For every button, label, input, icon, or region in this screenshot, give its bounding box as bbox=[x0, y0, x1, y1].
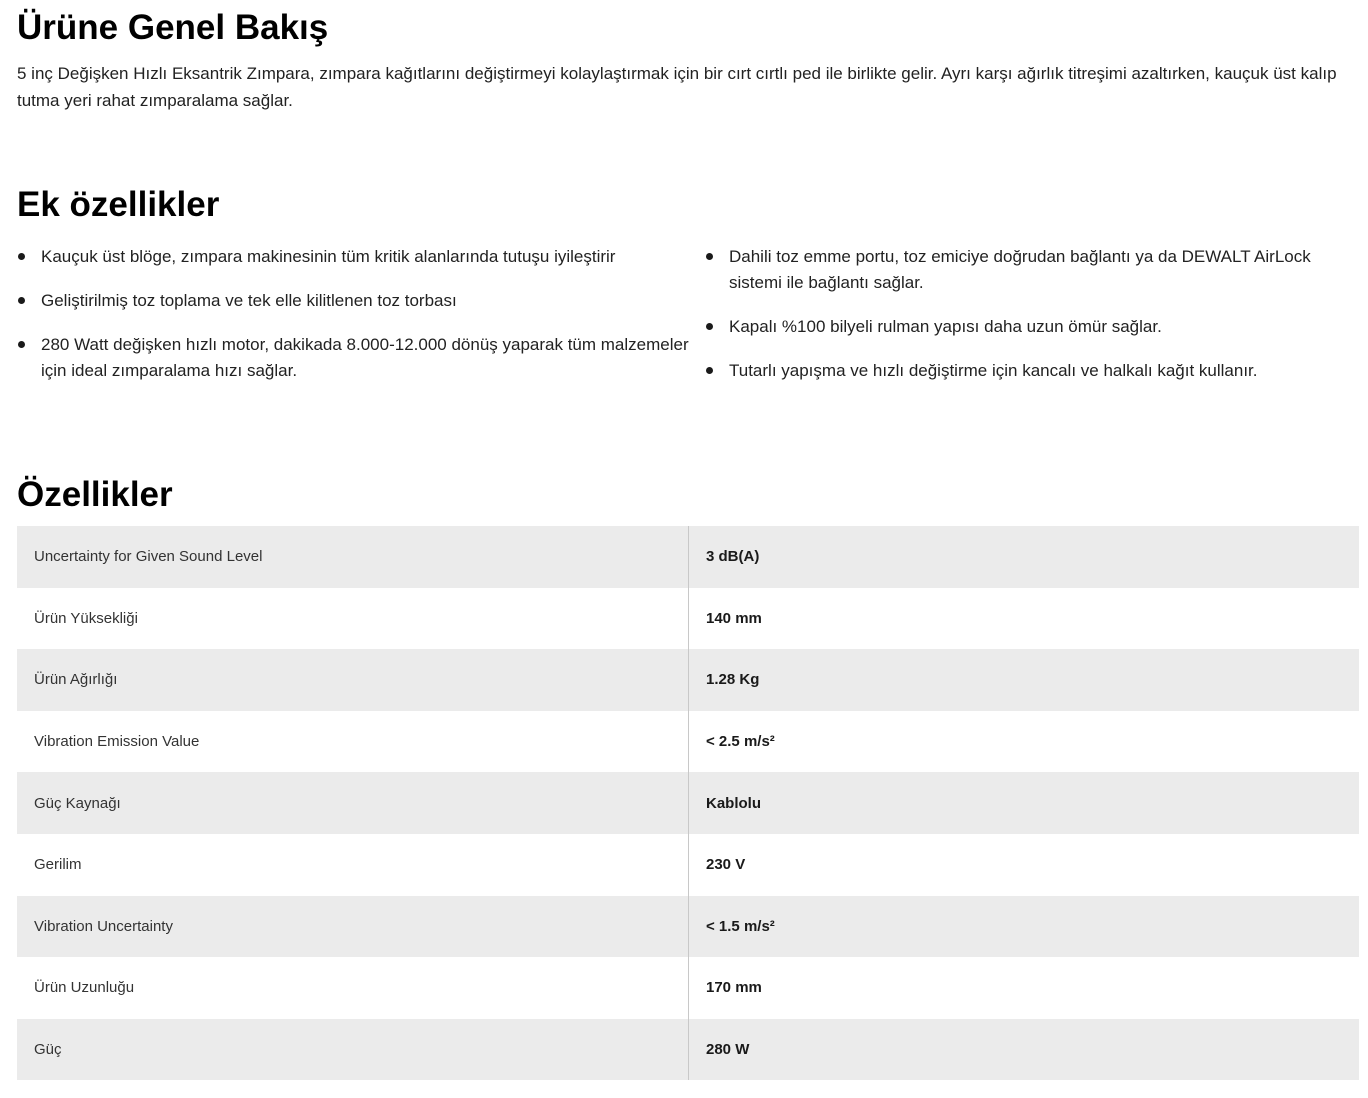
spec-label: Ürün Ağırlığı bbox=[17, 649, 689, 711]
feature-item: Kauçuk üst blöge, zımpara makinesinin tüm kritik alanlarında tutuşu iyileştirir bbox=[17, 244, 705, 270]
table-row bbox=[17, 711, 1359, 773]
spec-value: Kablolu bbox=[689, 772, 1360, 834]
feature-item: Kapalı %100 bilyeli rulman yapısı daha uzun ömür sağlar. bbox=[705, 314, 1345, 340]
spec-label: Ürün Uzunluğu bbox=[17, 957, 689, 1019]
overview-title: Ürüne Genel Bakış bbox=[17, 8, 329, 47]
features-list bbox=[17, 244, 1359, 402]
features-title: Ek özellikler bbox=[17, 185, 220, 224]
feature-item: Tutarlı yapışma ve hızlı değiştirme için kancalı ve halkalı kağıt kullanır. bbox=[705, 358, 1345, 384]
feature-item: 280 Watt değişken hızlı motor, dakikada 8.000-12.000 dönüş yaparak tüm malzemeler için ideal zımparalama hızı sağlar. bbox=[17, 332, 705, 384]
spec-label: Gerilim bbox=[17, 834, 689, 896]
feature-item: Dahili toz emme portu, toz emiciye doğrudan bağlantı ya da DEWALT AirLock sistemi ile bağlantı sağlar. bbox=[705, 244, 1345, 296]
specs-title: Özellikler bbox=[17, 475, 173, 514]
spec-value: 1.28 Kg bbox=[689, 649, 1360, 711]
specs-table bbox=[17, 526, 1359, 1080]
spec-label: Uncertainty for Given Sound Level bbox=[17, 526, 689, 588]
overview-text: 5 inç Değişken Hızlı Eksantrik Zımpara, zımpara kağıtlarını değiştirmeyi kolaylaştırmak için bir cırt cırtlı ped ile birlikte gelir. Ayrı karşı ağırlık titreşimi azaltırken, kauçuk üst kalıp tutma yeri rahat zımparalama sağlar. bbox=[17, 64, 1337, 110]
table-row bbox=[17, 588, 1359, 650]
table-row bbox=[17, 896, 1359, 958]
table-row bbox=[17, 957, 1359, 1019]
features-right-column bbox=[705, 244, 1345, 402]
spec-value: 280 W bbox=[689, 1019, 1360, 1081]
spec-value: 230 V bbox=[689, 834, 1360, 896]
spec-label: Vibration Uncertainty bbox=[17, 896, 689, 958]
spec-label: Vibration Emission Value bbox=[17, 711, 689, 773]
table-row bbox=[17, 649, 1359, 711]
table-row bbox=[17, 1019, 1359, 1081]
spec-label: Güç Kaynağı bbox=[17, 772, 689, 834]
spec-value: 3 dB(A) bbox=[689, 526, 1360, 588]
spec-value: < 2.5 m/s² bbox=[689, 711, 1360, 773]
table-row bbox=[17, 772, 1359, 834]
spec-label: Ürün Yüksekliği bbox=[17, 588, 689, 650]
feature-item: Geliştirilmiş toz toplama ve tek elle kilitlenen toz torbası bbox=[17, 288, 705, 314]
spec-label: Güç bbox=[17, 1019, 689, 1081]
spec-value: 140 mm bbox=[689, 588, 1360, 650]
table-row bbox=[17, 834, 1359, 896]
features-left-column bbox=[17, 244, 705, 402]
spec-value: < 1.5 m/s² bbox=[689, 896, 1360, 958]
table-row bbox=[17, 526, 1359, 588]
spec-value: 170 mm bbox=[689, 957, 1360, 1019]
